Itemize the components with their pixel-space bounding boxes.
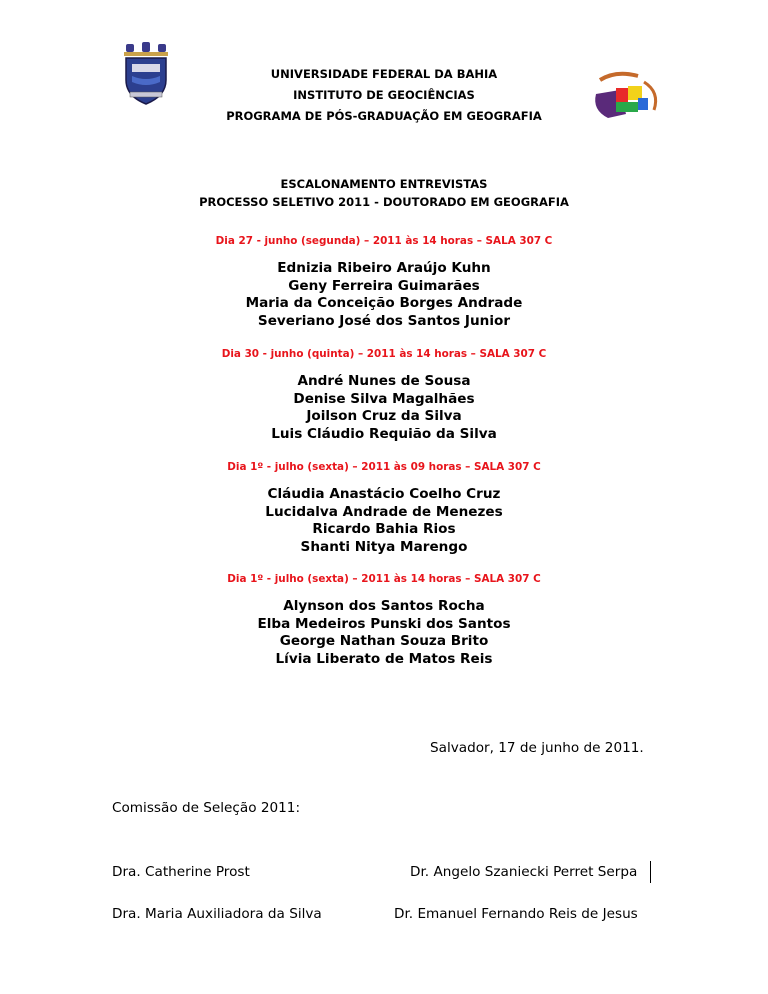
candidate-name: Alynson dos Santos Rocha [283,598,485,614]
title-line-2: PROCESSO SELETIVO 2011 - DOUTORADO EM GEOGRAFIA [199,195,569,209]
signatory-name: Dra. Maria Auxiliadora da Silva [112,906,322,922]
institute-name: INSTITUTO DE GEOCIÊNCIAS [293,88,475,102]
session-heading: Dia 30 - junho (quinta) – 2011 às 14 horas – SALA 307 C [221,348,547,360]
candidate-name: Elba Medeiros Punski dos Santos [257,615,511,632]
candidate-name: Luis Cláudio Requião da Silva [271,425,497,442]
text-cursor [650,861,651,883]
program-name: PROGRAMA DE PÓS-GRADUAÇÃO EM GEOGRAFIA [226,109,542,123]
candidate-name: Geny Ferreira Guimarães [288,277,480,294]
candidate-name: Ricardo Bahia Rios [312,521,456,538]
candidate-name: Denise Silva Magalhães [293,390,475,407]
candidate-name: Severiano José dos Santos Junior [257,312,511,329]
session-heading: Dia 1º - julho (sexta) – 2011 às 09 horas – SALA 307 C [227,461,541,473]
university-name: UNIVERSIDADE FEDERAL DA BAHIA [270,67,498,81]
candidate-name: George Nathan Souza Brito [279,633,489,650]
candidate-name: Cláudia Anastácio Coelho Cruz [267,486,501,502]
session-block [0,460,768,556]
candidate-list [0,598,768,668]
document-title [0,175,768,211]
session-block [0,234,768,330]
candidate-name: Lívia Liberato de Matos Reis [275,650,493,667]
signatory-name: Dra. Catherine Prost [112,864,250,880]
candidate-name: Joilson Cruz da Silva [306,408,462,425]
candidate-list [0,486,768,556]
signatory-name: Dr. Angelo Szaniecki Perret Serpa [410,864,638,880]
candidate-name: Ednizia Ribeiro Araújo Kuhn [277,260,491,276]
issue-date: Salvador, 17 de junho de 2011. [430,740,644,756]
commission-label: Comissão de Seleção 2011: [112,800,301,816]
candidate-name: Shanti Nitya Marengo [300,538,468,555]
session-heading: Dia 27 - junho (segunda) – 2011 às 14 horas – SALA 307 C [215,235,553,247]
title-line-1: ESCALONAMENTO ENTREVISTAS [280,177,488,191]
session-heading: Dia 1º - julho (sexta) – 2011 às 14 horas – SALA 307 C [227,573,541,585]
session-block [0,347,768,443]
candidate-list [0,260,768,330]
session-block [0,572,768,668]
signatory-name: Dr. Emanuel Fernando Reis de Jesus [394,906,638,922]
candidate-name: André Nunes de Sousa [297,373,471,389]
candidate-list [0,373,768,443]
candidate-name: Lucidalva Andrade de Menezes [265,503,503,520]
candidate-name: Maria da Conceição Borges Andrade [245,295,523,312]
institution-header [0,64,768,127]
